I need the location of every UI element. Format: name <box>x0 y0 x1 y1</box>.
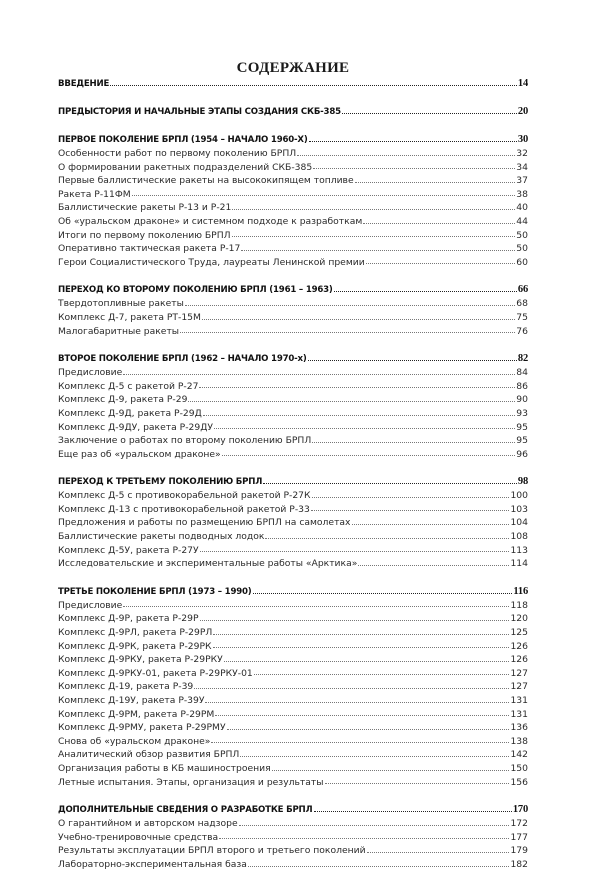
toc-section <box>58 77 528 91</box>
entry-label: Снова об «уральском драконе» <box>58 735 211 747</box>
page-number: 170 <box>512 804 528 816</box>
toc-entry[interactable] <box>58 694 528 708</box>
section-heading-label: ПРЕДЫСТОРИЯ И НАЧАЛЬНЫЕ ЭТАПЫ СОЗДАНИЯ СКБ-385 <box>58 107 341 117</box>
dot-leader <box>241 249 515 251</box>
page-number: 82 <box>517 353 528 365</box>
page-number: 150 <box>510 762 528 774</box>
entry-label: Аналитический обзор развития БРПЛ <box>58 749 240 761</box>
toc-entry[interactable] <box>58 680 528 694</box>
toc-entry[interactable] <box>58 626 528 640</box>
toc-entry[interactable] <box>58 516 528 530</box>
toc-entry[interactable] <box>58 503 528 517</box>
dot-leader <box>200 550 510 552</box>
toc-entry[interactable] <box>58 147 528 161</box>
dot-leader <box>311 509 510 511</box>
page-number: 156 <box>510 776 528 788</box>
dot-leader <box>202 318 515 320</box>
toc-section <box>58 105 528 119</box>
page-number: 60 <box>516 256 528 268</box>
entry-label: Еще раз об «уральском драконе» <box>58 448 221 460</box>
page-number: 50 <box>516 229 528 241</box>
dot-leader <box>263 482 517 484</box>
page-number: 34 <box>516 161 528 173</box>
page-number: 113 <box>510 544 528 556</box>
page-number: 86 <box>516 380 528 392</box>
dot-leader <box>248 865 510 867</box>
toc-entry[interactable] <box>58 407 528 421</box>
entry-label: Об «уральском драконе» и системном подходе к разработкам <box>58 215 363 227</box>
dot-leader <box>214 427 515 429</box>
toc-entry[interactable] <box>58 366 528 380</box>
page-number: 95 <box>516 421 528 433</box>
entry-label: Комплекс Д-7, ракета РТ-15М <box>58 311 201 323</box>
dot-leader <box>308 359 517 361</box>
dot-leader <box>232 208 515 210</box>
page-number: 127 <box>510 667 528 679</box>
toc-section-heading[interactable] <box>58 585 528 599</box>
section-heading-label: ВТОРОЕ ПОКОЛЕНИЕ БРПЛ (1962 – НАЧАЛО 1970-х) <box>58 354 307 365</box>
toc-section <box>58 803 528 871</box>
dot-leader <box>203 414 516 416</box>
entry-label: Оперативно тактическая ракета Р-17 <box>58 243 241 255</box>
page-number: 32 <box>516 148 528 159</box>
page-number: 20 <box>517 106 528 117</box>
toc-entry[interactable] <box>58 421 528 435</box>
entry-label: Комплекс Д-13 с противокорабельной ракетой Р-33 <box>58 503 310 515</box>
dot-leader <box>205 701 509 703</box>
toc-entry[interactable] <box>58 831 528 845</box>
dot-leader <box>342 112 517 114</box>
page-number: 44 <box>516 215 528 227</box>
dot-leader <box>180 331 515 333</box>
page-number: 40 <box>516 202 528 214</box>
toc-entry[interactable] <box>58 557 528 571</box>
dot-leader <box>224 660 510 662</box>
toc-title: СОДЕРЖАНИЕ <box>236 60 350 76</box>
entry-label: Первые баллистические ракеты на высококипящем топливе <box>58 175 354 187</box>
toc-section-heading[interactable] <box>58 283 528 297</box>
dot-leader <box>132 194 516 196</box>
entry-label: Комплекс Д-9РЛ, ракета Р-29РЛ <box>58 627 213 639</box>
entry-label: Организация работы в КБ машиностроения <box>58 762 271 774</box>
toc-entry[interactable] <box>58 762 528 776</box>
dot-leader <box>123 373 515 375</box>
toc-entry[interactable] <box>58 599 528 613</box>
toc-entry[interactable] <box>58 325 528 339</box>
entry-label: Предисловие <box>58 599 123 611</box>
entry-label: Комплекс Д-9Р, ракета Р-29Р <box>58 613 199 625</box>
entry-label: Комплекс Д-5У, ракета Р-27У <box>58 544 199 556</box>
dot-leader <box>185 304 515 306</box>
page-number: 131 <box>510 708 528 720</box>
entry-label: О гарантийном и авторском надзоре <box>58 818 238 830</box>
entry-label: Комплекс Д-9, ракета Р-29 <box>58 394 188 406</box>
page-number: 68 <box>516 298 528 310</box>
dot-leader <box>194 687 509 689</box>
page-number: 126 <box>510 654 528 666</box>
page-number: 126 <box>510 640 528 652</box>
page-number: 37 <box>516 175 528 187</box>
toc-section-heading[interactable] <box>58 105 528 119</box>
entry-label: Комплекс Д-19, ракета Р-39 <box>58 681 194 693</box>
dot-leader <box>297 154 515 156</box>
toc-section <box>58 283 528 338</box>
page-number: 75 <box>516 311 528 323</box>
page-number: 120 <box>510 613 528 625</box>
dot-leader <box>188 400 515 402</box>
toc-section <box>58 352 528 461</box>
entry-label: Комплекс Д-9ДУ, ракета Р-29ДУ <box>58 421 213 433</box>
dot-leader <box>227 728 510 730</box>
dot-leader <box>358 564 509 566</box>
page-number: 114 <box>510 558 528 570</box>
page-number: 66 <box>517 284 528 296</box>
toc-entry[interactable] <box>58 215 528 229</box>
dot-leader <box>363 222 515 224</box>
dot-leader <box>211 741 509 743</box>
entry-label: Комплекс Д-9РКУ-01, ракета Р-29РКУ-01 <box>58 667 253 679</box>
toc-entry[interactable] <box>58 201 528 215</box>
dot-leader <box>199 386 515 388</box>
toc-entry[interactable] <box>58 817 528 831</box>
dot-leader <box>352 523 510 525</box>
dot-leader <box>254 673 510 675</box>
page-number: 30 <box>517 134 528 145</box>
toc-section-heading[interactable] <box>58 803 528 817</box>
toc-entry[interactable] <box>58 434 528 448</box>
dot-leader <box>200 619 510 621</box>
dot-leader <box>253 592 513 594</box>
section-heading-label: ПЕРВОЕ ПОКОЛЕНИЕ БРПЛ (1954 – НАЧАЛО 1960-Х) <box>58 135 308 145</box>
entry-label: Летные испытания. Этапы, организация и результаты <box>58 776 324 788</box>
page-number: 138 <box>510 735 528 747</box>
entry-label: Комплекс Д-9Д, ракета Р-29Д <box>58 407 202 419</box>
page-number: 127 <box>510 681 528 693</box>
entry-label: Комплекс Д-9РМУ, ракета Р-29РМУ <box>58 722 226 734</box>
dot-leader <box>239 824 510 826</box>
page-number: 103 <box>510 503 528 515</box>
entry-label: Лабораторно-экспериментальная база <box>58 858 247 870</box>
entry-label: Итоги по первому поколению БРПЛ <box>58 229 231 241</box>
page-number: 14 <box>517 78 528 89</box>
page-number: 142 <box>510 749 528 761</box>
dot-leader <box>367 851 510 853</box>
toc-entry[interactable] <box>58 708 528 722</box>
entry-label: Баллистические ракеты Р-13 и Р-21 <box>58 202 232 214</box>
page-number: 182 <box>510 858 528 870</box>
toc-section-heading[interactable] <box>58 352 528 366</box>
toc-entry[interactable] <box>58 544 528 558</box>
entry-label: Комплекс Д-5 с противокорабельной ракетой Р-27К <box>58 490 311 502</box>
dot-leader <box>215 714 509 716</box>
entry-label: Учебно-тренировочные средства <box>58 831 219 843</box>
entry-label: Заключение о работах по второму поколению БРПЛ <box>58 435 312 447</box>
entry-label: Особенности работ по первому поколению БРПЛ <box>58 148 297 159</box>
toc-entry[interactable] <box>58 640 528 654</box>
toc-entry[interactable] <box>58 489 528 503</box>
dot-leader <box>265 537 509 539</box>
section-heading-label: ПЕРЕХОД КО ВТОРОМУ ПОКОЛЕНИЮ БРПЛ (1961 – 1963) <box>58 285 333 296</box>
entry-label: Ракета Р-11ФМ <box>58 188 131 200</box>
toc-body <box>58 77 528 872</box>
page-number: 108 <box>510 531 528 543</box>
toc-entry[interactable] <box>58 229 528 243</box>
toc-section <box>58 133 528 269</box>
toc-entry[interactable] <box>58 844 528 858</box>
dot-leader <box>366 262 516 264</box>
page-number: 76 <box>516 325 528 337</box>
entry-label: Герои Социалистического Труда, лауреаты Ленинской премии <box>58 256 365 268</box>
dot-leader <box>355 181 516 183</box>
entry-label: Результаты эксплуатации БРПЛ второго и третьего поколений <box>58 845 366 857</box>
dot-leader <box>314 810 512 812</box>
toc-entry[interactable] <box>58 858 528 872</box>
page-number: 131 <box>510 695 528 706</box>
toc-entry[interactable] <box>58 161 528 175</box>
dot-leader <box>325 782 510 784</box>
page-number: 50 <box>516 243 528 255</box>
section-heading-label: ТРЕТЬЕ ПОКОЛЕНИЕ БРПЛ (1973 – 1990) <box>58 586 252 597</box>
toc-entry[interactable] <box>58 735 528 749</box>
page-number: 125 <box>510 627 528 639</box>
toc-entry[interactable] <box>58 256 528 270</box>
entry-label: Комплекс Д-5 с ракетой Р-27 <box>58 380 199 392</box>
page-number: 96 <box>516 448 528 460</box>
toc-section <box>58 475 528 571</box>
entry-label: Комплекс Д-9РК, ракета Р-29РК <box>58 640 212 652</box>
page-number: 38 <box>516 188 528 200</box>
toc-entry[interactable] <box>58 653 528 667</box>
dot-leader <box>313 167 515 169</box>
page-number: 104 <box>510 517 528 529</box>
entry-label: Комплекс Д-9РМ, ракета Р-29РМ <box>58 708 215 720</box>
page-number: 93 <box>516 407 528 419</box>
toc-entry[interactable] <box>58 776 528 790</box>
toc-entry[interactable] <box>58 311 528 325</box>
page-number: 172 <box>510 818 528 830</box>
page-number: 84 <box>516 367 528 379</box>
entry-label: О формировании ракетных подразделений СКБ-385 <box>58 161 313 173</box>
toc-entry[interactable] <box>58 530 528 544</box>
toc-section-heading[interactable] <box>58 77 528 91</box>
toc-entry[interactable] <box>58 612 528 626</box>
dot-leader <box>309 140 517 142</box>
page-number: 177 <box>510 831 528 843</box>
entry-label: Малогабаритные ракеты <box>58 325 180 337</box>
entry-label: Твердотопливные ракеты <box>58 298 184 310</box>
toc-entry[interactable] <box>58 448 528 462</box>
entry-label: Баллистические ракеты подводных лодок <box>58 531 265 543</box>
dot-leader <box>213 633 509 635</box>
dot-leader <box>312 441 515 443</box>
page-number: 98 <box>517 476 528 488</box>
dot-leader <box>312 496 510 498</box>
entry-label: Предисловие <box>58 367 123 379</box>
section-heading-label: ВВЕДЕНИЕ <box>58 79 110 89</box>
toc-section <box>58 585 528 789</box>
page-number: 116 <box>513 585 528 597</box>
page-number: 136 <box>510 722 528 734</box>
toc-entry[interactable] <box>58 297 528 311</box>
dot-leader <box>272 769 510 771</box>
page-number: 100 <box>510 490 528 502</box>
dot-leader <box>232 235 516 237</box>
entry-label: Исследовательские и экспериментальные работы «Арктика» <box>58 558 358 570</box>
dot-leader <box>123 605 509 607</box>
entry-label: Комплекс Д-9РКУ, ракета Р-29РКУ <box>58 654 223 666</box>
entry-label: Комплекс Д-19У, ракета Р-39У <box>58 695 205 706</box>
toc-entry[interactable] <box>58 748 528 762</box>
dot-leader <box>334 290 517 292</box>
toc-entry[interactable] <box>58 721 528 735</box>
toc-entry[interactable] <box>58 174 528 188</box>
section-heading-label: ПЕРЕХОД К ТРЕТЬЕМУ ПОКОЛЕНИЮ БРПЛ <box>58 477 263 488</box>
page-number: 95 <box>516 435 528 447</box>
dot-leader <box>213 646 510 648</box>
dot-leader <box>219 837 509 839</box>
toc-entry[interactable] <box>58 188 528 202</box>
entry-label: Предложения и работы по размещению БРПЛ на самолетах <box>58 517 351 529</box>
dot-leader <box>222 454 516 456</box>
dot-leader <box>240 755 509 757</box>
toc-entry[interactable] <box>58 380 528 394</box>
toc-section-heading[interactable] <box>58 475 528 489</box>
toc-entry[interactable] <box>58 667 528 681</box>
dot-leader <box>110 84 517 86</box>
section-heading-label: ДОПОЛНИТЕЛЬНЫЕ СВЕДЕНИЯ О РАЗРАБОТКЕ БРПЛ <box>58 805 313 816</box>
toc-section-heading[interactable] <box>58 133 528 147</box>
page-number: 90 <box>516 394 528 406</box>
table-of-contents <box>58 60 528 886</box>
toc-entry[interactable] <box>58 393 528 407</box>
page-number: 179 <box>510 845 528 857</box>
page-number: 118 <box>510 599 528 611</box>
toc-entry[interactable] <box>58 242 528 256</box>
